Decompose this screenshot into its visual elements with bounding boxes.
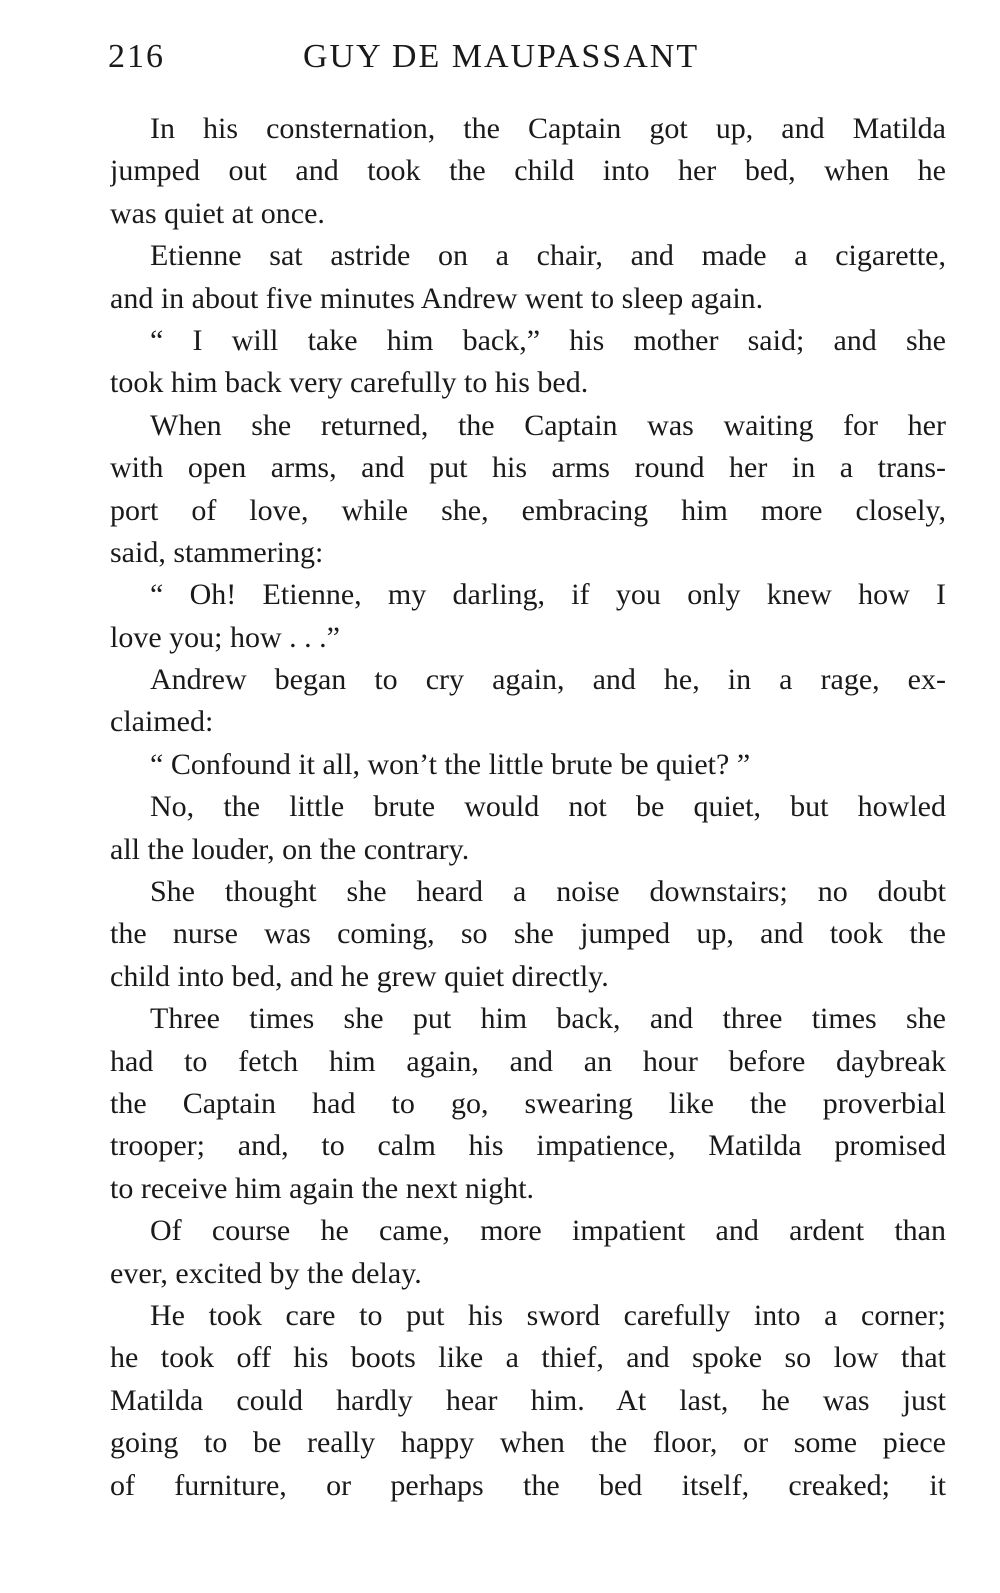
text-line: the nurse was coming, so she jumped up, and took the: [110, 917, 946, 951]
text-line: jumped out and took the child into her bed, when he: [110, 154, 946, 188]
text-line: “ Confound it all, won’t the little brute be quiet? ”: [150, 747, 751, 781]
text-line: had to fetch him again, and an hour before daybreak: [110, 1044, 946, 1078]
paragraph: [110, 1210, 946, 1295]
text-line: He took care to put his sword carefully into a corner;: [150, 1298, 946, 1332]
text-line: was quiet at once.: [110, 196, 325, 230]
paragraph: [110, 108, 946, 235]
text-line: and in about five minutes Andrew went to sleep again.: [110, 281, 764, 315]
body-text: [110, 108, 946, 1507]
text-line: “ I will take him back,” his mother said; and she: [150, 323, 946, 357]
text-line: of furniture, or perhaps the bed itself, creaked; it: [110, 1468, 946, 1502]
paragraph: [110, 1295, 946, 1507]
text-line: took him back very carefully to his bed.: [110, 366, 589, 400]
page-number: 216: [108, 38, 165, 75]
text-line: the Captain had to go, swearing like the proverbial: [110, 1086, 946, 1120]
text-line: going to be really happy when the floor, or some piece: [110, 1426, 946, 1460]
running-title: GUY DE MAUPASSANT: [303, 38, 700, 75]
text-line: port of love, while she, embracing him more closely,: [110, 493, 946, 527]
text-line: In his consternation, the Captain got up, and Matilda: [150, 112, 946, 145]
paragraph: [110, 871, 946, 998]
paragraph: [110, 235, 946, 320]
page-header: [108, 38, 948, 82]
text-line: Three times she put him back, and three times she: [150, 1002, 946, 1036]
paragraph: [110, 574, 946, 659]
text-line: claimed:: [110, 705, 214, 739]
paragraph: [110, 998, 946, 1210]
text-line: ever, excited by the delay.: [110, 1256, 422, 1290]
paragraph: [110, 659, 946, 744]
text-line: with open arms, and put his arms round her in a trans-: [110, 451, 946, 485]
text-line: Andrew began to cry again, and he, in a rage, ex-: [150, 663, 946, 697]
text-line: When she returned, the Captain was waiting for her: [150, 408, 946, 442]
text-line: Matilda could hardly hear him. At last, he was just: [110, 1383, 946, 1417]
text-line: “ Oh! Etienne, my darling, if you only knew how I: [150, 578, 946, 612]
text-line: Etienne sat astride on a chair, and made a cigarette,: [150, 239, 946, 273]
paragraph: [110, 320, 946, 405]
text-line: No, the little brute would not be quiet, but howled: [150, 790, 946, 824]
text-line: She thought she heard a noise downstairs; no doubt: [150, 875, 946, 909]
text-line: trooper; and, to calm his impatience, Matilda promised: [110, 1129, 946, 1163]
text-line: all the louder, on the contrary.: [110, 832, 470, 866]
text-line: to receive him again the next night.: [110, 1171, 535, 1205]
text-line: he took off his boots like a thief, and spoke so low that: [110, 1341, 946, 1375]
text-line: child into bed, and he grew quiet directly.: [110, 959, 609, 993]
text-line: Of course he came, more impatient and ardent than: [150, 1214, 946, 1248]
paragraph: [110, 744, 946, 786]
paragraph: [110, 786, 946, 871]
paragraph: [110, 405, 946, 575]
text-line: said, stammering:: [110, 535, 324, 569]
text-line: love you; how . . .”: [110, 620, 340, 654]
